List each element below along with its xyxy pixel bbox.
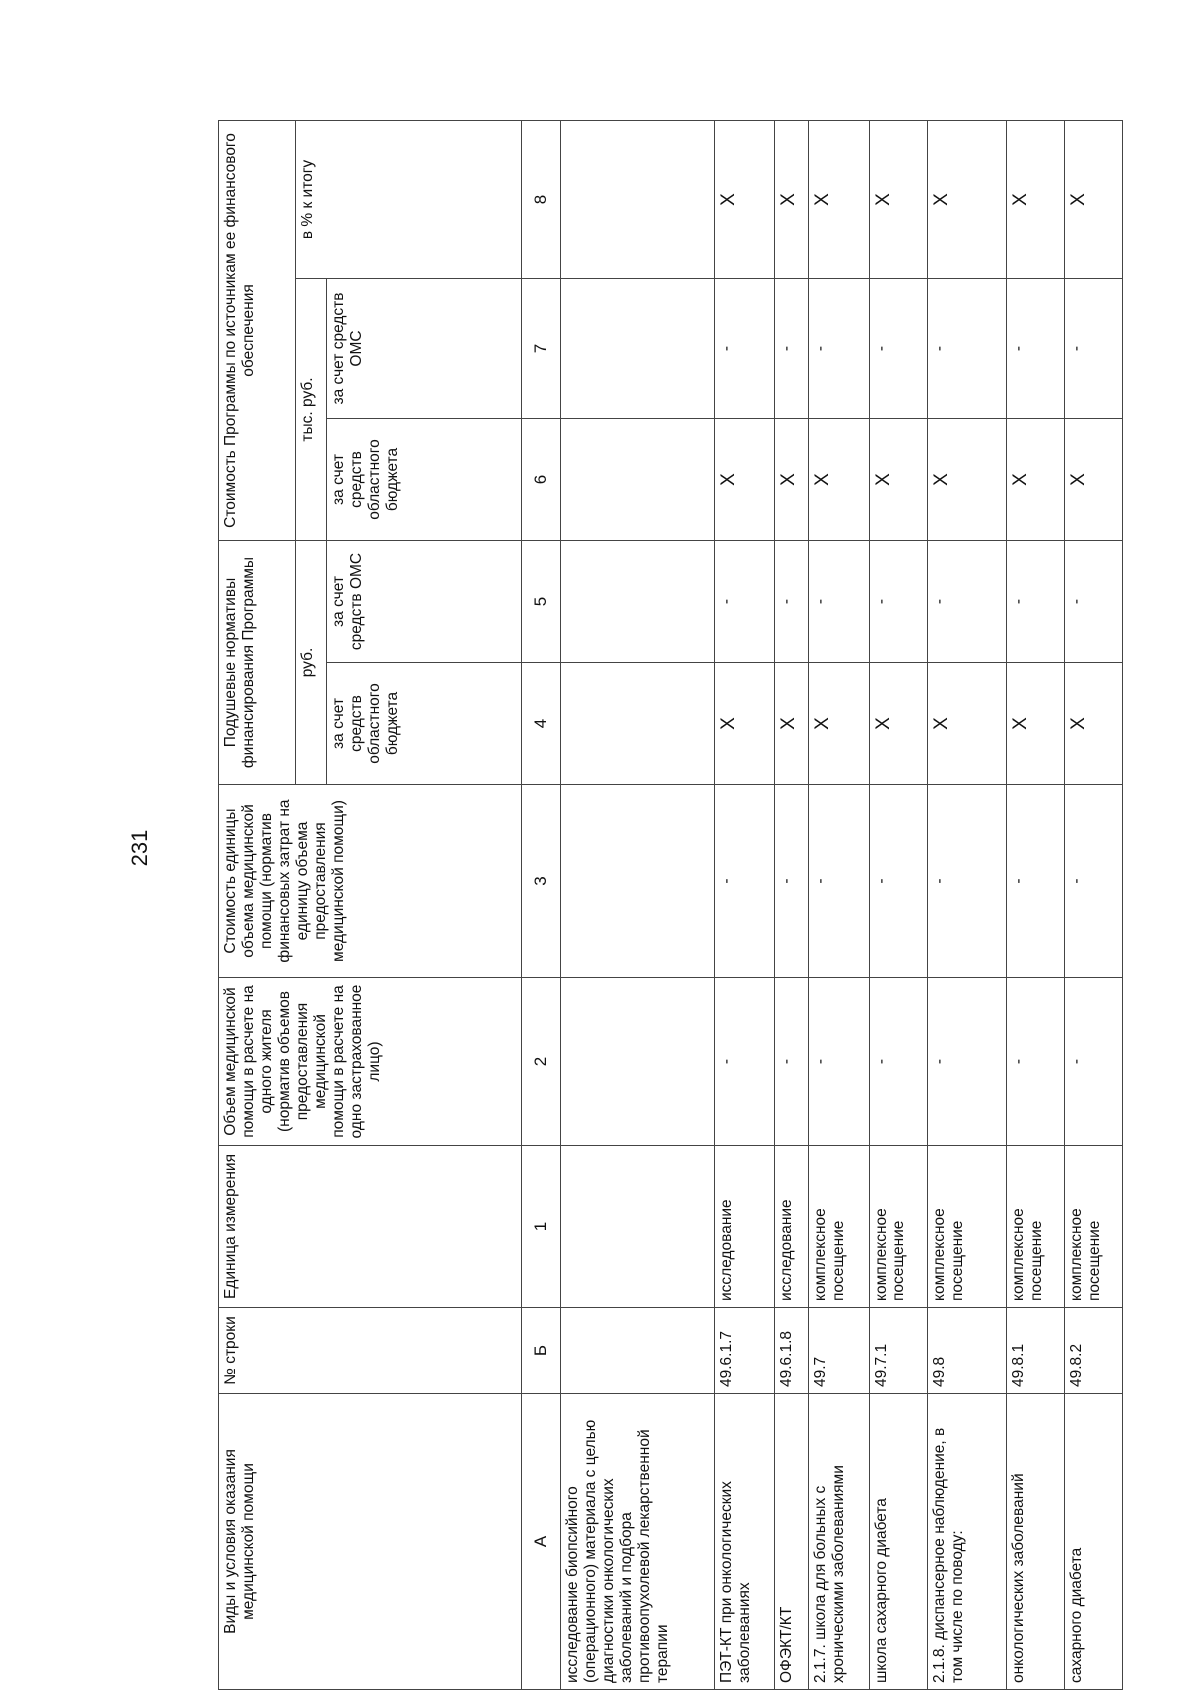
cell-col-3: - bbox=[714, 785, 775, 978]
header-col-3: Стоимость единицы объема медицинской помощи (норматив финансовых затрат на единицу объема предоставления медицинской помощи) bbox=[219, 785, 522, 978]
index-cell: 5 bbox=[521, 541, 560, 663]
table-row bbox=[927, 120, 1006, 1689]
index-cell: 4 bbox=[521, 663, 560, 785]
index-cell: А bbox=[521, 1394, 560, 1690]
cell-col-3 bbox=[560, 785, 714, 978]
cell-col-4 bbox=[560, 663, 714, 785]
cell-col-6 bbox=[560, 419, 714, 541]
table-row bbox=[1006, 120, 1064, 1689]
row-name: ПЭТ-КТ при онкологических заболеваниях bbox=[714, 1394, 775, 1690]
table-row bbox=[1065, 120, 1123, 1689]
table-row bbox=[808, 120, 869, 1689]
row-number: 49.8 bbox=[927, 1308, 1006, 1394]
cell-col-2: - bbox=[1006, 978, 1064, 1146]
cell-col-6: X bbox=[808, 419, 869, 541]
index-cell: 7 bbox=[521, 279, 560, 419]
cell-col-6: X bbox=[714, 419, 775, 541]
cell-col-7: - bbox=[775, 279, 809, 419]
row-name: исследование биопсийного (операционного) материала с целью диагностики онкологических заболеваний и подбора противоопухолевой лекарственной терапии bbox=[560, 1394, 714, 1690]
index-cell: 6 bbox=[521, 419, 560, 541]
index-cell: 1 bbox=[521, 1146, 560, 1308]
table-row bbox=[714, 120, 775, 1689]
cell-col-6: X bbox=[775, 419, 809, 541]
row-number: 49.6.1.8 bbox=[775, 1308, 809, 1394]
cell-col-8: X bbox=[808, 120, 869, 278]
header-group-norms: Подушевые нормативы финансирования Программы bbox=[219, 541, 296, 785]
cell-col-2: - bbox=[714, 978, 775, 1146]
row-name: школа сахарного диабета bbox=[869, 1394, 927, 1690]
cell-col-2: - bbox=[869, 978, 927, 1146]
row-unit: комплексное посещение bbox=[869, 1146, 927, 1308]
table-row bbox=[869, 120, 927, 1689]
header-col-7: за счет средств ОМС bbox=[326, 279, 521, 419]
row-unit: исследование bbox=[714, 1146, 775, 1308]
row-number: 49.7.1 bbox=[869, 1308, 927, 1394]
cell-col-3: - bbox=[1065, 785, 1123, 978]
cell-col-5: - bbox=[775, 541, 809, 663]
header-norms-unit: руб. bbox=[295, 541, 326, 785]
cell-col-5: - bbox=[714, 541, 775, 663]
header-col-a: Виды и условия оказания медицинской помощи bbox=[219, 1394, 522, 1690]
header-col-1: Единица измерения bbox=[219, 1146, 522, 1308]
row-name: онкологических заболеваний bbox=[1006, 1394, 1064, 1690]
row-unit: комплексное посещение bbox=[1065, 1146, 1123, 1308]
financing-table bbox=[218, 120, 1123, 1690]
header-col-5: за счет средств ОМС bbox=[326, 541, 521, 663]
rotated-table-container bbox=[218, 121, 1123, 1690]
row-number: 49.8.1 bbox=[1006, 1308, 1064, 1394]
row-number: 49.6.1.7 bbox=[714, 1308, 775, 1394]
cell-col-8: X bbox=[714, 120, 775, 278]
cell-col-5: - bbox=[927, 541, 1006, 663]
cell-col-3: - bbox=[775, 785, 809, 978]
cell-col-8: X bbox=[927, 120, 1006, 278]
row-name: 2.1.7. школа для больных с хроническими заболеваниями bbox=[808, 1394, 869, 1690]
cell-col-8: X bbox=[1065, 120, 1123, 278]
index-cell: 2 bbox=[521, 978, 560, 1146]
row-name: ОФЭКТ/КТ bbox=[775, 1394, 809, 1690]
cell-col-7: - bbox=[714, 279, 775, 419]
cell-col-2: - bbox=[808, 978, 869, 1146]
table-row bbox=[560, 120, 714, 1689]
row-name: сахарного диабета bbox=[1065, 1394, 1123, 1690]
column-index-row bbox=[521, 120, 560, 1689]
cell-col-7 bbox=[560, 279, 714, 419]
cell-col-5: - bbox=[1006, 541, 1064, 663]
row-name: 2.1.8. диспансерное наблюдение, в том числе по поводу: bbox=[927, 1394, 1006, 1690]
cell-col-7: - bbox=[869, 279, 927, 419]
row-unit: исследование bbox=[775, 1146, 809, 1308]
row-number: 49.8.2 bbox=[1065, 1308, 1123, 1394]
row-unit bbox=[560, 1146, 714, 1308]
cell-col-6: X bbox=[869, 419, 927, 541]
cell-col-8: X bbox=[775, 120, 809, 278]
header-row-1 bbox=[219, 120, 296, 1689]
row-unit: комплексное посещение bbox=[808, 1146, 869, 1308]
cell-col-6: X bbox=[1006, 419, 1064, 541]
cell-col-2 bbox=[560, 978, 714, 1146]
cell-col-7: - bbox=[808, 279, 869, 419]
header-col-2: Объем медицинской помощи в расчете на одного жителя (норматив объемов предоставления медицинской помощи в расчете на одно застрахованное лицо) bbox=[219, 978, 522, 1146]
cell-col-4: X bbox=[927, 663, 1006, 785]
cell-col-4: X bbox=[1065, 663, 1123, 785]
table-row bbox=[775, 120, 809, 1689]
header-col-6: за счет средств областного бюджета bbox=[326, 419, 521, 541]
cell-col-4: X bbox=[869, 663, 927, 785]
cell-col-4: X bbox=[775, 663, 809, 785]
cell-col-5 bbox=[560, 541, 714, 663]
cell-col-8: X bbox=[1006, 120, 1064, 278]
page-number: 231 bbox=[127, 829, 152, 867]
cell-col-7: - bbox=[1006, 279, 1064, 419]
cell-col-3: - bbox=[927, 785, 1006, 978]
cell-col-2: - bbox=[775, 978, 809, 1146]
cell-col-6: X bbox=[1065, 419, 1123, 541]
header-group-cost: Стоимость Программы по источникам ее финансового обеспечения bbox=[219, 120, 296, 540]
index-cell: Б bbox=[521, 1308, 560, 1394]
cell-col-5: - bbox=[869, 541, 927, 663]
cell-col-8: X bbox=[869, 120, 927, 278]
header-cost-unit: тыс. руб. bbox=[295, 279, 326, 541]
cell-col-7: - bbox=[1065, 279, 1123, 419]
header-col-4: за счет средств областного бюджета bbox=[326, 663, 521, 785]
index-cell: 8 bbox=[521, 120, 560, 278]
cell-col-5: - bbox=[808, 541, 869, 663]
row-unit: комплексное посещение bbox=[927, 1146, 1006, 1308]
header-col-8: в % к итогу bbox=[295, 120, 521, 278]
row-number bbox=[560, 1308, 714, 1394]
cell-col-6: X bbox=[927, 419, 1006, 541]
cell-col-3: - bbox=[869, 785, 927, 978]
cell-col-4: X bbox=[808, 663, 869, 785]
header-col-b: № строки bbox=[219, 1308, 522, 1394]
cell-col-3: - bbox=[808, 785, 869, 978]
cell-col-5: - bbox=[1065, 541, 1123, 663]
cell-col-3: - bbox=[1006, 785, 1064, 978]
cell-col-4: X bbox=[1006, 663, 1064, 785]
index-cell: 3 bbox=[521, 785, 560, 978]
cell-col-2: - bbox=[927, 978, 1006, 1146]
row-number: 49.7 bbox=[808, 1308, 869, 1394]
cell-col-4: X bbox=[714, 663, 775, 785]
cell-col-8 bbox=[560, 120, 714, 278]
cell-col-7: - bbox=[927, 279, 1006, 419]
row-unit: комплексное посещение bbox=[1006, 1146, 1064, 1308]
cell-col-2: - bbox=[1065, 978, 1123, 1146]
